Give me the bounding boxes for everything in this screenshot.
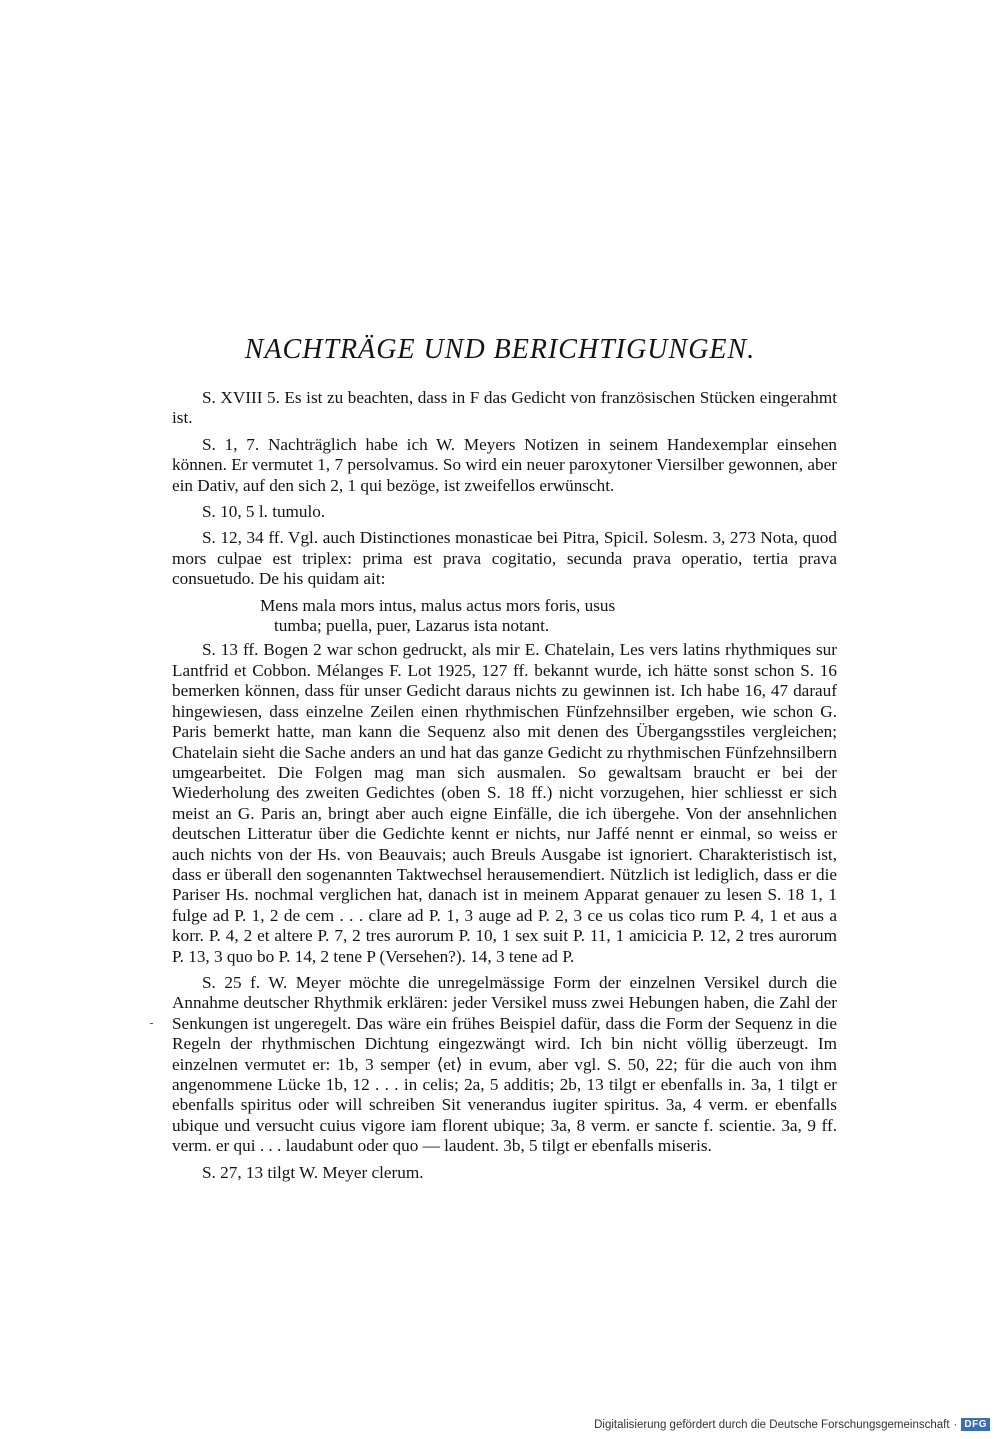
footer-text: Digitalisierung gefördert durch die Deutsche Forschungsgemeinschaft [594,1418,950,1431]
document-body [172,388,837,1189]
paragraph-25f: S. 25 f. W. Meyer möchte die unregelmässige Form der einzelnen Versikel durch die Annahme deutscher Rhythmik erklären: jeder Versikel muss zwei Hebungen haben, die Zahl der Senkungen ist ungeregelt. Das wäre ein frühes Beispiel dafür, dass die Form der Sequenz in die Regeln der rhythmischen Dichtung eingezwängt wird. Ich bin nicht völlig überzeugt. Im einzelnen vermutet er: 1b, 3 semper ⟨et⟩ in evum, aber vgl. S. 50, 22; für die auch von ihm angenommene Lücke 1b, 12 . . . in celis; 2a, 5 additis; 2b, 13 tilgt er ebenfalls in. 3a, 1 tilgt er ebenfalls spiritus oder will schreiben Sit venerandus iugiter spiritus. 3a, 4 verm. er ebenfalls ubique und versucht cuius vigore iam florent ubique; 3a, 8 verm. er sancte f. scientie. 3a, 9 ff. verm. er qui . . . laudabunt oder quo — laudent. 3b, 5 tilgt er ebenfalls miseris. [172,972,837,1156]
paragraph-27-13: S. 27, 13 tilgt W. Meyer clerum. [202,1162,424,1182]
paragraph-13ff: S. 13 ff. Bogen 2 war schon gedruckt, als mir E. Chatelain, Les vers latins rhythmiques sur Lantfrid et Cobbon. Mélanges F. Lot 1925, 127 ff. bekannt wurde, ich hätte sonst schon S. 16 bemerken können, dass für unser Gedicht daraus nichts zu gewinnen ist. Ich habe 16, 47 darauf hingewiesen, dass einzelne Zeilen einen rhythmischen Fünfzehnsilber ergeben, wie schon G. Paris bemerkt hatte, man kann die Sequenz also mit denen des Übergangsstiles vergleichen; Chatelain sieht die Sache anders an und hat das ganze Gedicht zu rhythmischen Fünfzehnsilbern umgearbeitet. Die Folgen mag man sich ausmalen. So gewaltsam braucht er bei der Wiederholung des zweiten Gedichtes (oben S. 18 ff.) nicht vorzugehen, hier schliesst er sich meist an G. Paris an, bringt aber auch eigne Einfälle, die ich übergehe. Von der ansehnlichen deutschen Litteratur über die Gedichte kennt er nichts, nur Jaffé nennt er einmal, so weiss er auch nichts von der Hs. von Beauvais; auch Breuls Ausgabe ist ignoriert. Charakteristisch ist, dass er überall den sogenannten Taktwechsel herausemendiert. Nützlich ist lediglich, dass er die Pariser Hs. nochmal verglichen hat, danach ist in meinem Apparat genauer zu lesen S. 18 1, 1 fulge ad P. 1, 2 de cem . . . clare ad P. 1, 3 auge ad P. 2, 3 ce us colas tico rum P. 4, 1 et aus a korr. P. 4, 2 et altere P. 7, 2 tres aurorum P. 10, 1 sex suit P. 11, 1 amicicia P. 12, 2 tres aurorum P. 13, 3 quo bo P. 14, 2 tene P (Versehen?). 14, 3 tene ad P. [172,640,837,966]
paragraph-xviii: S. XVIII 5. Es ist zu beachten, dass in F das Gedicht von französischen Stücken eingerahmt ist. [172,388,837,428]
paragraph-1-7: S. 1, 7. Nachträglich habe ich W. Meyers Notizen in seinem Handexemplar einsehen können. Er vermutet 1, 7 persolvamus. So wird ein neuer paroxytoner Viersilber gewonnen, aber ein Dativ, auf den sich 2, 1 qui bezöge, ist zweifellos erwünscht. [172,434,837,495]
page-title: NACHTRÄGE UND BERICHTIGUNGEN. [244,334,756,365]
footer-credit [594,1418,990,1431]
paragraph-12-34: S. 12, 34 ff. Vgl. auch Distinctiones monasticae bei Pitra, Spicil. Solesm. 3, 273 Nota, quod mors culpae est triplex: prima est prava cogitatio, secunda prava operatio, tertia prava consuetudo. De his quidam ait: [172,528,837,589]
margin-mark [150,1023,153,1024]
dfg-logo-icon: DFG [961,1418,990,1431]
paragraph-10-5: S. 10, 5 l. tumulo. [202,502,326,522]
verse-line-1: Mens mala mors intus, malus actus mors foris, usus [260,595,616,615]
verse-quote [260,596,837,637]
verse-line-2: tumba; puella, puer, Lazarus ista notant. [274,616,550,636]
footer-separator: · [953,1418,958,1431]
